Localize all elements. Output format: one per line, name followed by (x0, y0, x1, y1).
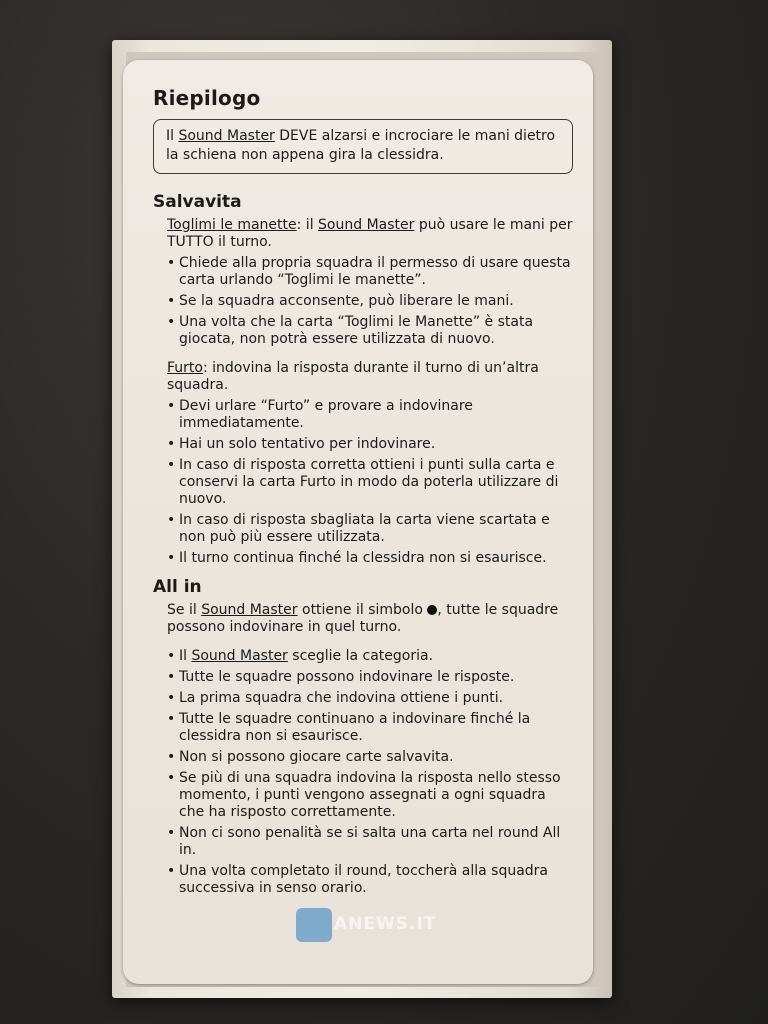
list-item: • Una volta completato il round, toccherà alla squadra successiva in senso orario. (167, 863, 573, 897)
list-item: • Hai un solo tentativo per indovinare. (167, 436, 573, 453)
allin-intro-after: , tutte le squadre possono indovinare in quel turno. (167, 602, 559, 635)
list-item: • In caso di risposta corretta ottieni i punti sulla carta e conservi la carta Furto in modo da poterla utilizzare di nuovo. (167, 457, 573, 508)
furto-section (167, 360, 573, 567)
list-item (167, 648, 573, 665)
allin-heading: All in (153, 577, 202, 597)
all-in-symbol-icon (427, 605, 437, 615)
allin-first-sound-master: Sound Master (191, 648, 288, 664)
list-item: • Devi urlare “Furto” e provare a indovinare immediatamente. (167, 398, 573, 432)
allin-intro-mid: ottiene il simbolo (297, 602, 428, 618)
salvavita-heading: Salvavita (153, 192, 242, 212)
list-item: • Tutte le squadre possono indovinare le risposte. (167, 669, 573, 686)
allin-intro-before: Se il (167, 602, 202, 618)
furto-rest: : indovina la risposta durante il turno di un’altra squadra. (167, 360, 539, 393)
manette-term: Toglimi le manette (167, 217, 297, 233)
allin-first-before: Il (179, 648, 192, 664)
furto-definition (167, 360, 573, 394)
allin-first-after: sceglie la categoria. (287, 648, 434, 664)
watermark-logo-icon (296, 908, 332, 942)
list-item: • Non ci sono penalità se si salta una carta nel round All in. (167, 825, 573, 859)
list-item: • Tutte le squadre continuano a indovinare finché la clessidra non si esaurisce. (167, 711, 573, 745)
watermark-text: ANEWS.IT (334, 914, 437, 934)
allin-section (167, 602, 573, 897)
allin-intro (167, 602, 573, 636)
allin-sound-master: Sound Master (201, 602, 298, 618)
list-item: • Non si possono giocare carte salvavita. (167, 749, 573, 766)
list-item: • Se più di una squadra indovina la risposta nello stesso momento, i punti vengono assegnati a ogni squadra che ha risposto correttamente. (167, 770, 573, 821)
furto-bullets (167, 398, 573, 567)
site-watermark (296, 904, 474, 944)
manette-mid: : il (296, 217, 319, 233)
list-item: • La prima squadra che indovina ottiene i punti. (167, 690, 573, 707)
manette-section (167, 217, 573, 348)
allin-bullets (167, 648, 573, 897)
list-item: • In caso di risposta sbagliata la carta viene scartata e non può più essere utilizzata. (167, 512, 573, 546)
list-item: • Chiede alla propria squadra il permesso di usare questa carta urlando “Toglimi le manette”. (167, 255, 573, 289)
list-item: • Se la squadra acconsente, può liberare le mani. (167, 293, 573, 310)
list-item: • Il turno continua finché la clessidra non si esaurisce. (167, 550, 573, 567)
furto-term: Furto (167, 360, 203, 376)
list-item: • Una volta che la carta “Toglimi le Manette” è stata giocata, non potrà essere utilizzata di nuovo. (167, 314, 573, 348)
intro-after: DEVE alzarsi e incrociare le mani dietro la schiena non appena gira la clessidra. (166, 128, 556, 163)
intro-box (153, 119, 573, 174)
manette-bullets (167, 255, 573, 348)
rules-card (123, 60, 593, 984)
manette-rest: può usare le mani per TUTTO il turno. (167, 217, 573, 250)
intro-sound-master: Sound Master (178, 128, 275, 144)
manette-sound-master: Sound Master (318, 217, 415, 233)
manette-definition (167, 217, 573, 251)
rules-card-content (153, 86, 573, 909)
card-title: Riepilogo (153, 86, 261, 110)
intro-before: Il (166, 128, 179, 144)
